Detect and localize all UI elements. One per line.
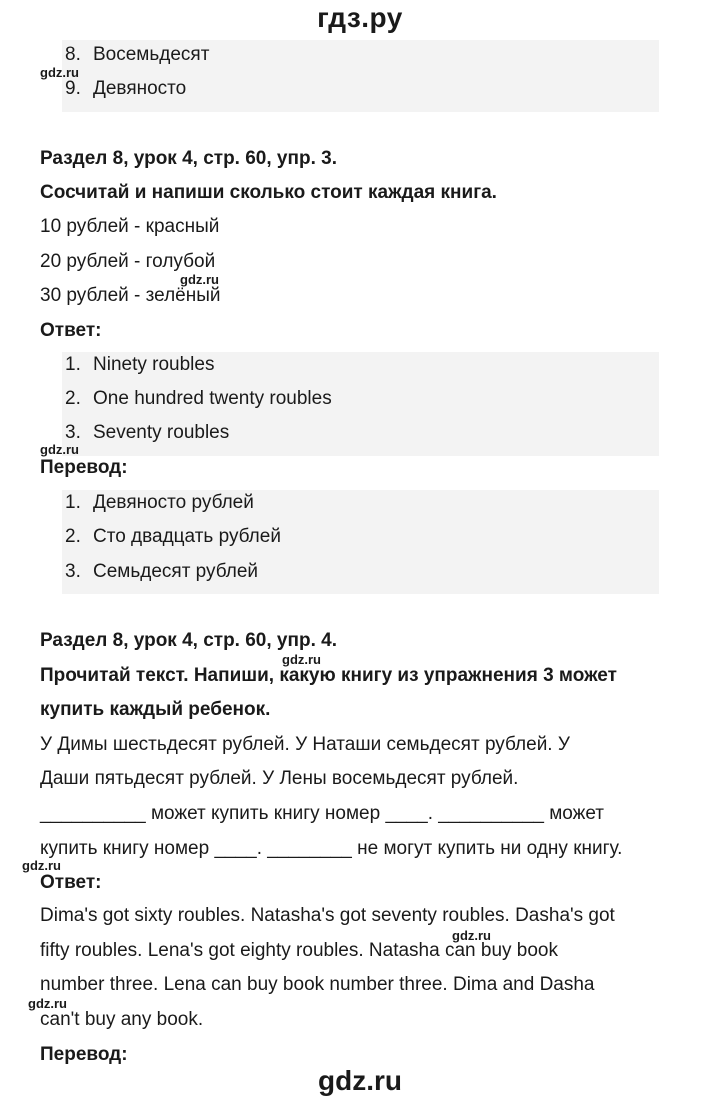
site-header-title: гдз.ру <box>317 2 403 33</box>
watermark: gdz.ru <box>452 928 491 943</box>
answer-text-line: can't buy any book. <box>40 1009 204 1030</box>
answer-item: 3. Seventy roubles <box>65 422 230 443</box>
price-line: 10 рублей - красный <box>40 216 220 237</box>
watermark: gdz.ru <box>282 652 321 667</box>
site-footer-name: gdz.ru <box>318 1065 402 1096</box>
answer-label: Ответ: <box>40 320 102 341</box>
answer-item: 1. Ninety roubles <box>65 354 215 375</box>
watermark: gdz.ru <box>40 65 79 80</box>
watermark: gdz.ru <box>28 996 67 1011</box>
exercise-3-task: Сосчитай и напиши сколько стоит каждая книга. <box>40 182 497 203</box>
translation-label: Перевод: <box>40 1044 128 1065</box>
exercise-4-task-line: купить каждый ребенок. <box>40 699 271 720</box>
translation-item: 2. Сто двадцать рублей <box>65 526 281 547</box>
exercise-4-text-line: Даши пятьдесят рублей. У Лены восемьдесят рублей. <box>40 768 519 789</box>
translation-item: 1. Девяносто рублей <box>65 492 254 513</box>
price-line: 30 рублей - зелёный <box>40 285 221 306</box>
exercise-4-text-line: __________ может купить книгу номер ____. __________ может <box>40 803 604 824</box>
exercise-4-text-line: купить книгу номер ____. ________ не могут купить ни одну книгу. <box>40 838 623 859</box>
exercise-4-heading: Раздел 8, урок 4, стр. 60, упр. 4. <box>40 630 337 651</box>
answer-item: 2. One hundred twenty roubles <box>65 388 332 409</box>
watermark: gdz.ru <box>40 442 79 457</box>
exercise-4-task-line: Прочитай текст. Напиши, какую книгу из упражнения 3 может <box>40 665 617 686</box>
answer-text-line: Dima's got sixty roubles. Natasha's got seventy roubles. Dasha's got <box>40 905 615 926</box>
translation-item: 3. Семьдесят рублей <box>65 561 259 582</box>
watermark: gdz.ru <box>22 858 61 873</box>
answer-text-line: fifty roubles. Lena's got eighty roubles. Natasha can buy book <box>40 940 559 961</box>
watermark: gdz.ru <box>180 272 219 287</box>
price-line: 20 рублей - голубой <box>40 251 216 272</box>
translation-label: Перевод: <box>40 457 128 478</box>
exercise-4-text-line: У Димы шестьдесят рублей. У Наташи семьдесят рублей. У <box>40 734 570 755</box>
answer-text-line: number three. Lena can buy book number three. Dima and Dasha <box>40 974 595 995</box>
list-item: 9. Девяносто <box>65 78 187 99</box>
list-item: 8. Восемьдесят <box>65 44 210 65</box>
answer-label: Ответ: <box>40 872 102 893</box>
exercise-3-heading: Раздел 8, урок 4, стр. 60, упр. 3. <box>40 148 337 169</box>
